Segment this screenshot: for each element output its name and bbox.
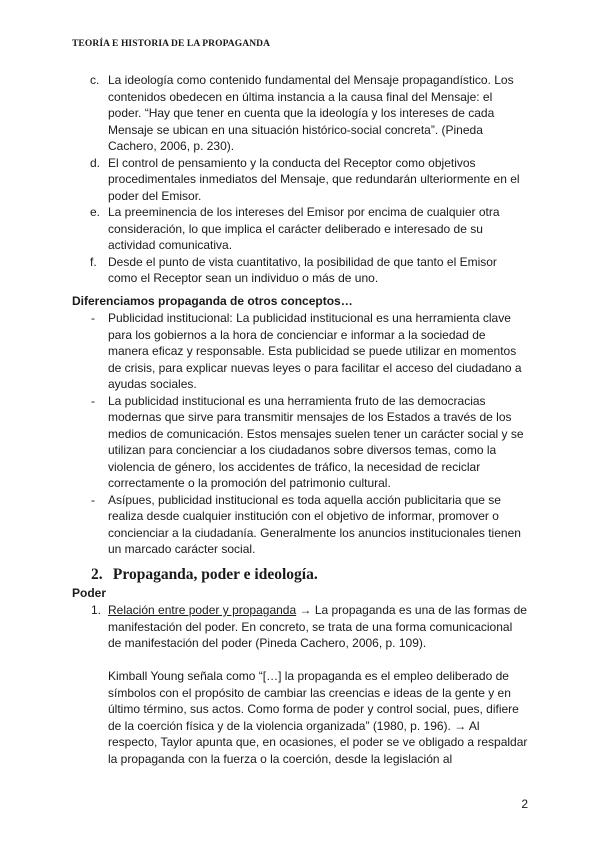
item-text: La propaganda es una de las formas de manifestación del poder. En concreto, se trata de una forma comunicacional de manifestación del poder (Pineda Cachero, 2006, p. 109). — [108, 603, 527, 650]
section-heading — [91, 566, 318, 584]
list-item — [0, 72, 600, 155]
running-header: TEORÍA E HISTORIA DE LA PROPAGANDA — [72, 39, 271, 49]
arrow-glyph: → — [296, 603, 315, 617]
list-item-text: La publicidad institucional es una herramienta fruto de las democracias modernas que sirve para transmitir mensajes de los Estados a través de los medios de comunicación. Estos mensajes suelen tener un carácter social y se utilizan para concienciar a los ciudadanos sobre diversos temas, como la violencia de género, los accidentes de tráfico, la necesidad de reciclar correctamente o la promoción del patrimonio cultural. — [108, 393, 524, 490]
letter-list — [0, 72, 600, 287]
section-title: Propaganda, poder e ideología. — [112, 566, 318, 583]
list-marker: e. — [90, 205, 101, 219]
list-item-text: La ideología como contenido fundamental del Mensaje propagandístico. Los contenidos obedecen en última instancia a la causa final del Mensaje: el poder. “Hay que tener en cuenta que la ideología y los intereses de cada Mensaje se ubican en una situación histórico-social concreta”. (Pineda Cachero, 2006, p. 230). — [108, 73, 514, 153]
body-paragraph: Kimball Young señala como “[…] la propaganda es el empleo deliberado de símbolos con el propósito de cambiar las creencias e ideas de la gente y en último término, sus actos. Como forma de poder y control social, pues, difiere de la coerción física y de la violencia organizada” (1980, p. 196). → Al respecto, Taylor apunta que, en ocasiones, el poder se ve obligado a respaldar la propaganda con la fuerza o la coerción, desde la legislación al — [108, 669, 528, 766]
list-item-text: Publicidad institucional: La publicidad institucional es una herramienta clave para los gobiernos a la hora de concienciar e informar a la sociedad de manera eficaz y responsable. Esta publicidad se puede utilizar en momentos de crisis, para explicar nuevas leyes o para facilitar el acceso del ciudadano a ayudas sociales. — [108, 311, 522, 391]
list-item-text: El control de pensamiento y la conducta del Receptor como objetivos procedimentales inmediatos del Mensaje, que redundarán ulteriormente en el poder del Emisor. — [108, 155, 520, 203]
list-item — [0, 254, 600, 287]
dash-list — [0, 310, 600, 558]
list-item — [0, 393, 600, 492]
subheading-poder: Poder — [72, 586, 107, 600]
list-marker: c. — [90, 73, 100, 87]
page-number: 2 — [521, 797, 528, 811]
list-item-text: Asípues, publicidad institucional es toda aquella acción publicitaria que se realiza desde cualquier institución con el objetivo de informar, promover o concienciar a la ciudadanía. Generalmente los anuncios institucionales tienen un marcado carácter social. — [108, 492, 521, 556]
list-item-text: Desde el punto de vista cuantitativo, la posibilidad de que tanto el Emisor como el Receptor sean un individuo o más de uno. — [108, 254, 497, 285]
numbered-item — [91, 602, 528, 652]
item-underlined-title: Relación entre poder y propaganda — [108, 603, 297, 617]
list-item — [0, 155, 600, 205]
list-marker: - — [91, 492, 95, 507]
item-number: 1. — [91, 603, 102, 617]
subheading-concepts: Diferenciamos propaganda de otros conceptos… — [72, 294, 353, 308]
list-marker: - — [91, 311, 95, 325]
list-item-text: La preeminencia de los intereses del Emisor por encima de cualquier otra consideración, lo que implica el carácter deliberado e interesado de su actividad comunicativa. — [108, 205, 500, 252]
list-marker: f. — [90, 254, 97, 269]
list-marker: - — [91, 393, 95, 408]
list-marker: d. — [90, 155, 101, 170]
list-item — [0, 310, 600, 393]
list-item — [0, 204, 600, 254]
list-item — [0, 492, 600, 558]
section-number: 2. — [91, 566, 103, 583]
